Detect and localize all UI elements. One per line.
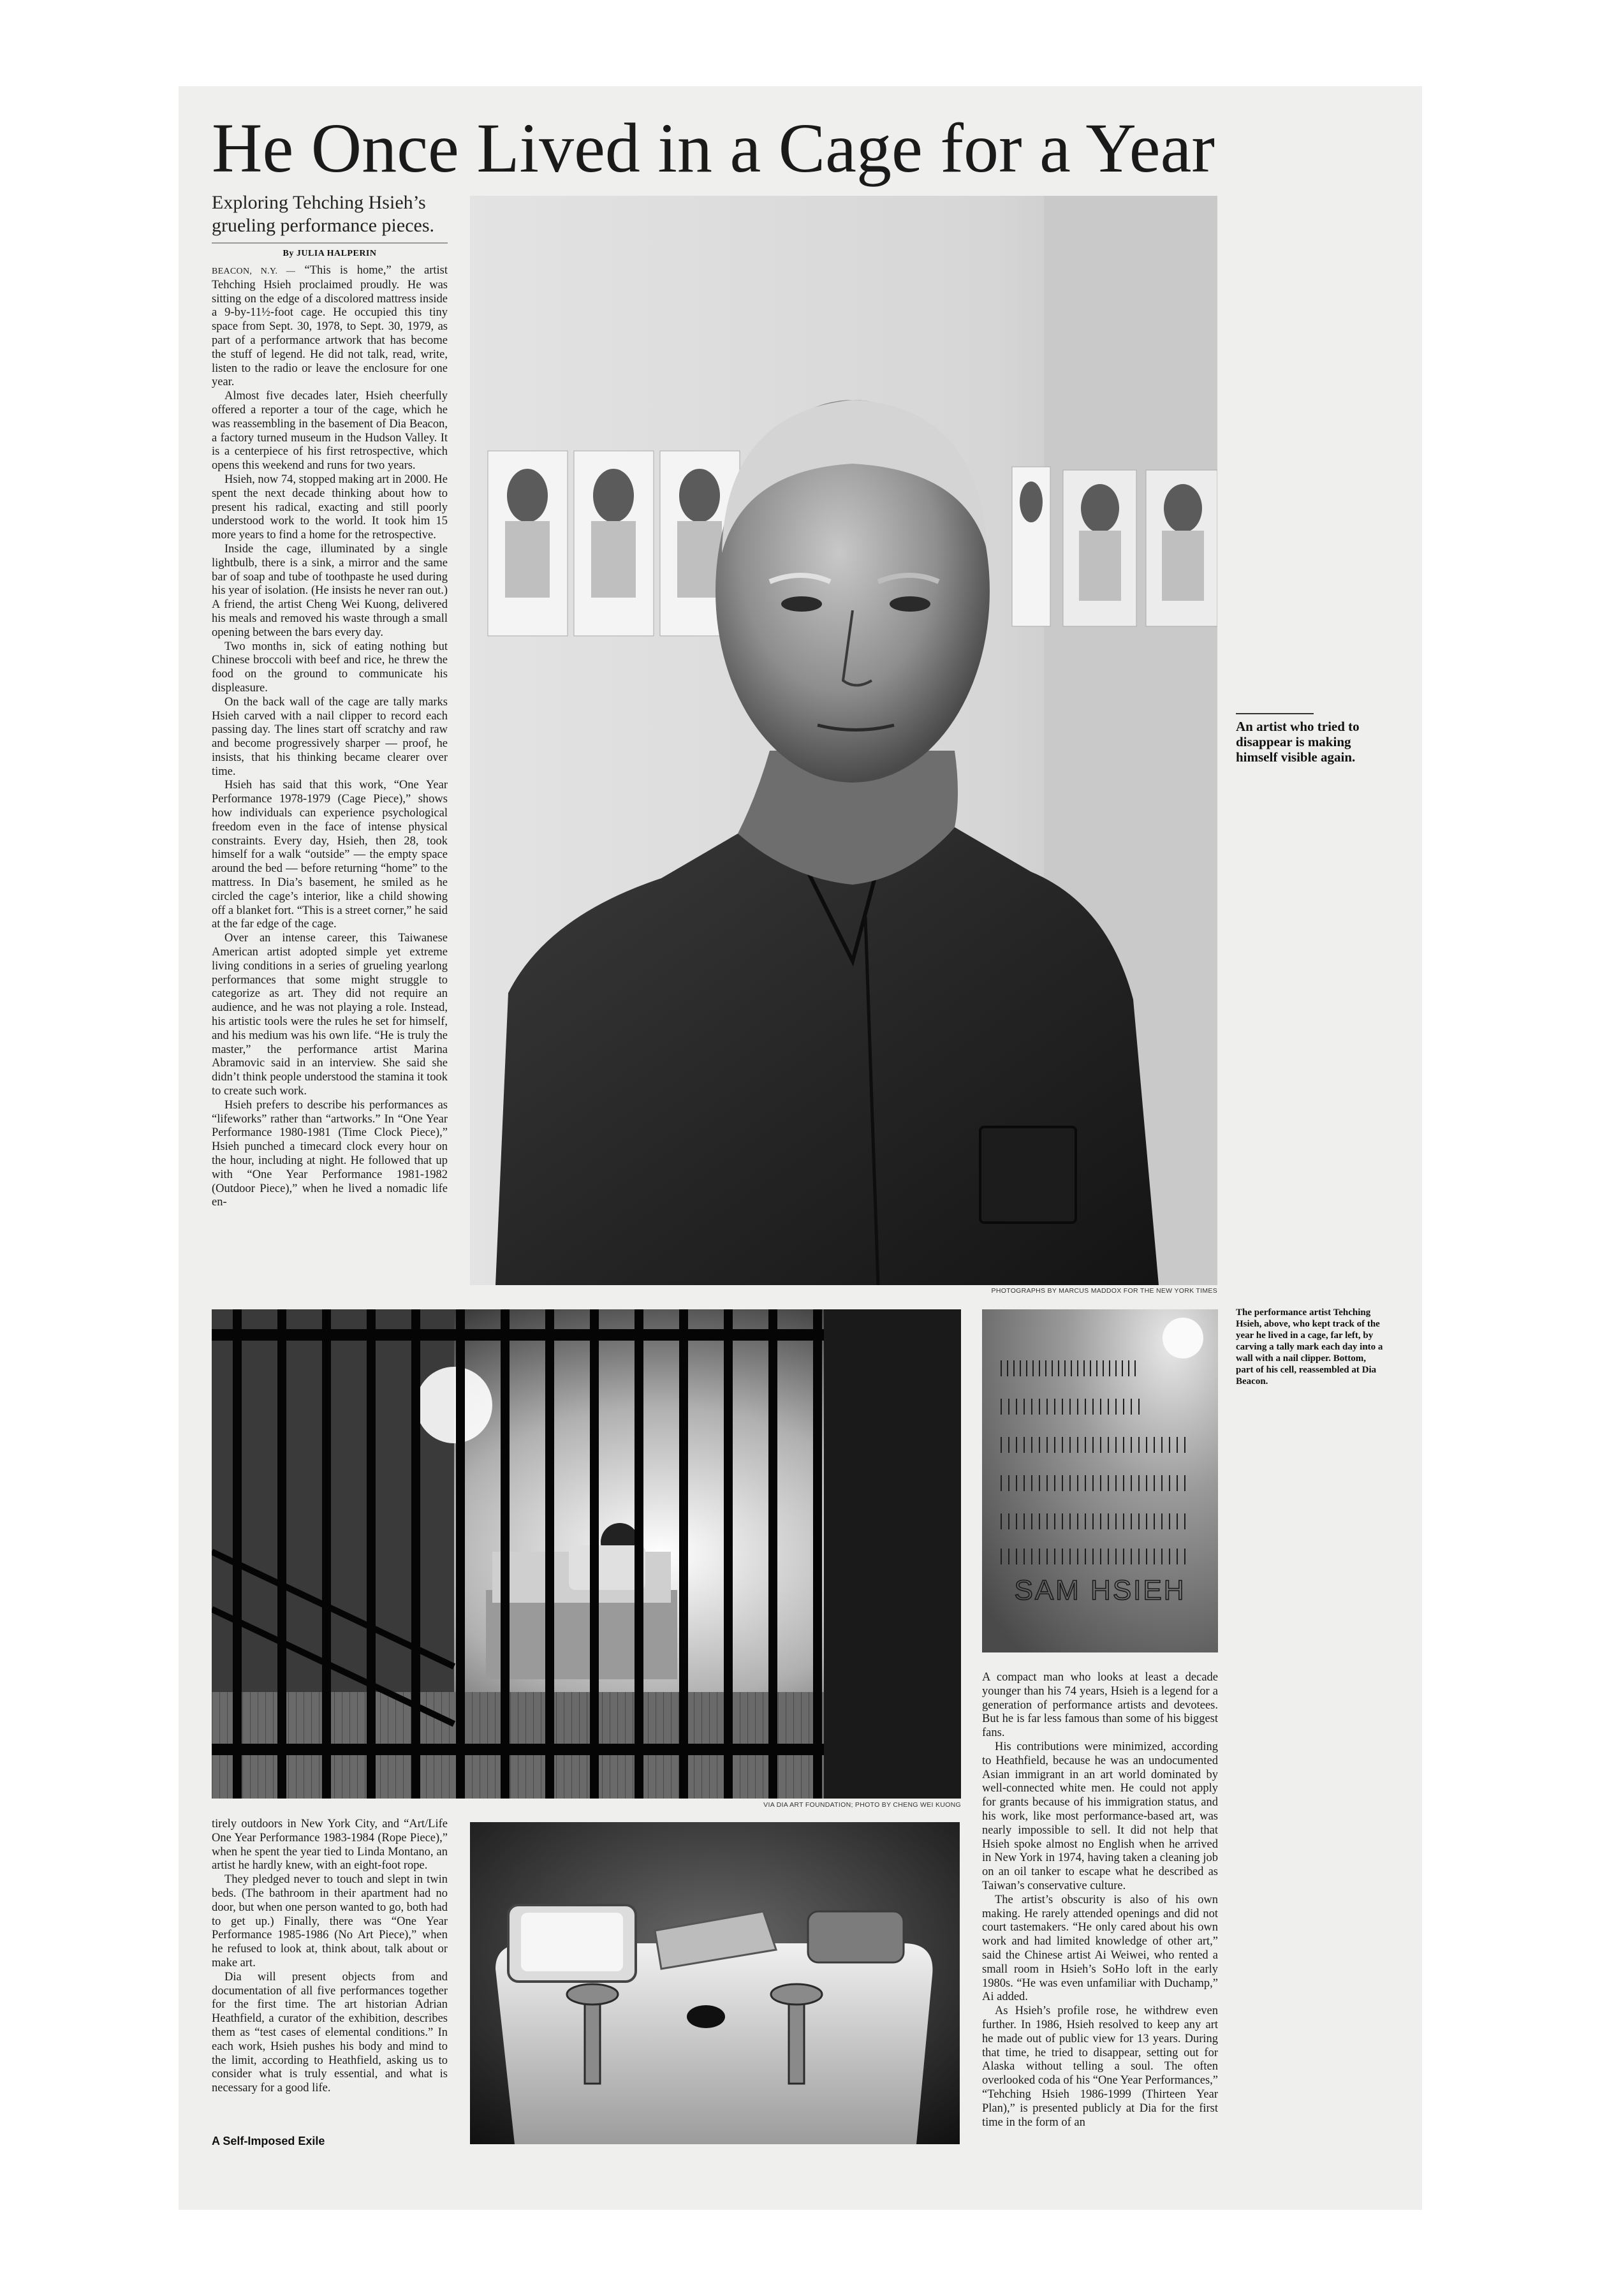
article-column-1 [212,264,448,1300]
paragraph: Over an intense career, this Taiwanese American artist adopted simple yet extreme living conditions in a series of grueling yearlong performances that some might struggle to categorize as art. They did not require an audience, and he was not playing a role. Instead, his artistic tools were the rules he set for himself, and his medium was his own life. “He is truly the master,” the performance artist Marina Abramovic said in an interview. She said she didn’t think people understood the stamina it took to create such work. [212,932,448,1098]
photo-credit-portrait: PHOTOGRAPHS BY MARCUS MADDOX FOR THE NEW YORK TIMES [991,1287,1217,1295]
paragraph: BEACON, N.Y. — “This is home,” the artist Tehching Hsieh proclaimed proudly. He was sitting on the edge of a discolored mattress inside a 9-by-11½-foot cage. He occupied this tiny space from Sept. 30, 1978, to Sept. 30, 1979, as part of a performance artwork that has become the stuff of legend. He did not talk, read, write, listen to the radio or leave the enclosure for one year. [212,264,448,389]
paragraph: On the back wall of the cage are tally marks Hsieh carved with a nail clipper to record each passing day. The lines start off scratchy and raw and become progressively sharper — proof, he insists, that his thinking became clearer over time. [212,695,448,778]
byline: By JULIA HALPERIN [283,249,377,258]
cage-illustration [212,1309,961,1799]
paragraph: They pledged never to touch and slept in twin beds. (The bathroom in their apartment had no door, but when one person wanted to go, both had to get up.) Finally, there was “One Year Performance 1985-1986 (No Art Piece),” when he refused to look at, think about, talk about or make art. [212,1873,448,1969]
paragraph: Almost five decades later, Hsieh cheerfully offered a reporter a tour of the cage, which he was reassembling in the basement of Dia Beacon, a factory turned museum in the Hudson Valley. It is a centerpiece of his first retrospective, which opens this weekend and runs for two years. [212,390,448,473]
paragraph: Hsieh prefers to describe his performances as “lifeworks” rather than “artworks.” In “One Year Performance 1980-1981 (Time Clock Piece),” Hsieh punched a timecard clock every hour on the hour, including at night. He followed that up with “One Year Performance 1981-1982 (Outdoor Piece),” when he lived a nomadic life en- [212,1098,448,1209]
paragraph: The artist’s obscurity is also of his own making. He rarely attended openings and did not court tastemakers. “He only cared about his own work and had limited knowledge of other art,” said the Chinese artist Ai Weiwei, who rented a small room in Hsieh’s SoHo loft in the early 1980s. “He was even unfamiliar with Duchamp,” Ai added. [982,1893,1218,2004]
photo-credit-cage: VIA DIA ART FOUNDATION; PHOTO BY CHENG WEI KUONG [763,1801,961,1809]
paragraph: A compact man who looks at least a decade younger than his 74 years, Hsieh is a legend for a generation of performance artists and devotees. But he is far less famous than some of his biggest fans. [982,1671,1218,1740]
paragraph: Inside the cage, illuminated by a single lightbulb, there is a sink, a mirror and the same bar of soap and tube of toothpaste he used during his year of isolation. (He insists he never ran out.) A friend, the artist Cheng Wei Kuong, delivered his meals and removed his waste through a small opening between the bars every day. [212,542,448,639]
dek: Exploring Tehching Hsieh’s grueling performance pieces. [212,192,434,236]
cage-photo [212,1309,961,1799]
sink-illustration [470,1822,960,2144]
article-column-3 [982,1671,1218,2156]
pull-quote-rule [1236,713,1314,714]
section-subhead: A Self-Imposed Exile [212,2135,325,2147]
paragraph: As Hsieh’s profile rose, he withdrew even further. In 1986, Hsieh resolved to keep any art he made out of public view for 13 years. During that time, he tried to disappear, setting out for Alaska without telling a soul. The often overlooked coda of his “One Year Performances,” “Tehching Hsieh 1986-1999 (Thirteen Year Plan),” is presented publicly at Dia for the first time in the form of an [982,2005,1218,2129]
paragraph: Hsieh, now 74, stopped making art in 2000. He spent the next decade thinking about how to present his radical, exacting and still poorly understood work to the world. It took him 15 more years to find a home for the retrospective. [212,473,448,542]
tally-wall-photo [982,1309,1218,1652]
sink-photo [470,1822,960,2144]
tally-wall-illustration [982,1309,1218,1652]
dateline: BEACON, N.Y. — [212,267,296,276]
paragraph: Hsieh has said that this work, “One Year Performance 1978-1979 (Cage Piece),” shows how individuals can experience psychological freedom even in the face of intense physical constraints. Every day, Hsieh, then 28, took himself for a walk “outside” — the empty space around the bed — before returning “home” to the mattress. In Dia’s basement, he smiled as he circled the cage’s interior, like a child showing off a blanket fort. “This is a street corner,” he said at the far edge of the cage. [212,779,448,931]
headline: He Once Lived in a Cage for a Year [212,109,1215,187]
portrait-photo [470,196,1217,1285]
pull-quote: An artist who tried to disappear is making himself visible again. [1236,719,1360,765]
paragraph: Two months in, sick of eating nothing but Chinese broccoli with beef and rice, he threw the food on the ground to communicate his displeasure. [212,640,448,695]
photo-caption: The performance artist Tehching Hsieh, above, who kept track of the year he lived in a cage, far left, by carving a tally mark each day into a wall with a nail clipper. Bottom, part of his cell, reassembled at Dia Beacon. [1236,1307,1383,1387]
paragraph: tirely outdoors in New York City, and “Art/Life One Year Performance 1983-1984 (Rope Piece),” when he spent the year tied to Linda Montano, an artist he hardly knew, with an eight-foot rope. [212,1818,448,1873]
dek-rule [212,242,448,244]
wall-scratched-name: SAM HSIEH [1014,1575,1186,1606]
article-column-2 [212,1818,448,2143]
portrait-illustration [470,196,1217,1285]
paragraph: Dia will present objects from and documentation of all five performances together for the first time. The art historian Adrian Heathfield, a curator of the exhibition, describes them as “test cases of elemental conditions.” In each work, Hsieh pushes his body and mind to the limit, according to Heathfield, asking us to consider what is truly essential, and what is necessary for a good life. [212,1970,448,2095]
paragraph: His contributions were minimized, according to Heathfield, because he was an undocumented Asian immigrant in an art world dominated by well-connected white men. He could not apply for grants because of his immigration status, and his work, like most performance-based art, was nearly impossible to sell. It did not help that Hsieh spoke almost no English when he arrived in New York in 1974, having taken a cleaning job on an oil tanker to escape what he described as Taiwan’s conservative culture. [982,1740,1218,1892]
soap-bar [808,1911,904,1962]
